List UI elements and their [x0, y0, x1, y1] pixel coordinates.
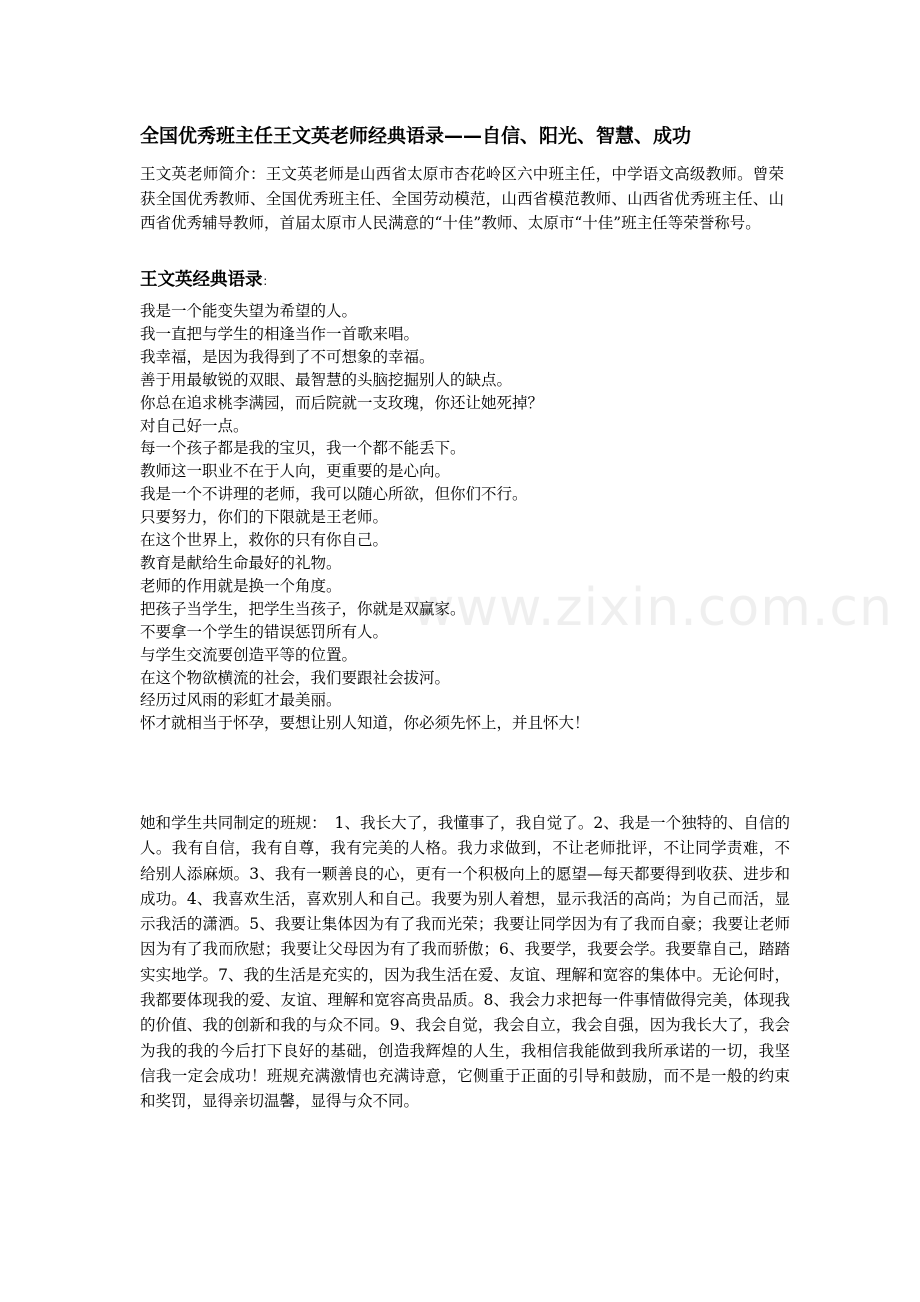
- quote-item: 教育是献给生命最好的礼物。: [140, 553, 342, 572]
- quote-item: 我幸福，是因为我得到了不可想象的幸福。: [140, 347, 435, 366]
- quote-item: 经历过风雨的彩虹才最美丽。: [140, 691, 342, 710]
- quote-item: 每一个孩子都是我的宝贝，我一个都不能丢下。: [140, 439, 466, 458]
- quote-item: 教师这一职业不在于人向，更重要的是心向。: [140, 462, 451, 481]
- quote-item: 善于用最敏锐的双眼、最智慧的头脑挖掘别人的缺点。: [140, 370, 513, 389]
- quote-item: 我是一个不讲理的老师，我可以随心所欲，但你们不行。: [140, 485, 528, 504]
- quotes-heading-text: 王文英经典语录: [140, 270, 263, 290]
- quote-item: 对自己好一点。: [140, 416, 249, 435]
- quote-item: 与学生交流要创造平等的位置。: [140, 645, 358, 664]
- quote-item: 怀才就相当于怀孕，要想让别人知道，你必须先怀上，并且怀大！: [140, 714, 590, 733]
- quote-item: 你总在追求桃李满园，而后院就一支玫瑰，你还让她死掉？: [140, 393, 544, 412]
- quote-item: 老师的作用就是换一个角度。: [140, 576, 342, 595]
- quote-item: 在这个物欲横流的社会，我们要跟社会拔河。: [140, 668, 451, 687]
- document-title: 全国优秀班主任王文英老师经典语录——自信、阳光、智慧、成功: [140, 125, 692, 147]
- intro-paragraph: 王文英老师简介：王文英老师是山西省太原市杏花岭区六中班主任，中学语文高级教师。曾荣获全国优秀教师、全国优秀班主任、全国劳动模范，山西省模范教师、山西省优秀班主任、山西省优秀辅导教师，首届太原市人民满意的“十佳”教师、太原市“十佳”班主任等荣誉称号。: [140, 165, 784, 233]
- quotes-heading-colon: ：: [262, 274, 275, 288]
- quotes-heading: [140, 266, 275, 295]
- quote-item: 只要努力，你们的下限就是王老师。: [140, 508, 389, 527]
- watermark: www.zixin.com.cn: [412, 578, 893, 638]
- quote-item: 把孩子当学生，把学生当孩子，你就是双赢家。: [140, 599, 466, 618]
- quote-item: 在这个世界上，救你的只有你自己。: [140, 531, 389, 550]
- quote-item: 我一直把与学生的相逢当作一首歌来唱。: [140, 324, 420, 343]
- quote-item: 不要拿一个学生的错误惩罚所有人。: [140, 622, 389, 641]
- quote-item: 我是一个能变失望为希望的人。: [140, 302, 358, 320]
- class-rules-paragraph: 她和学生共同制定的班规： 1、我长大了，我懂事了，我自觉了。2、我是一个独特的、自信的人。我有自信，我有自尊，我有完美的人格。我力求做到，不让老师批评，不让同学责难，不给别人添麻烦。3、我有一颗善良的心，更有一个积极向上的愿望—每天都要得到收获、进步和成功。4、我喜欢生活，喜欢别人和自己。我要为别人着想，显示我活的高尚；为自己而活，显示我活的潇洒。5、我要让集体因为有了我而光荣；我要让同学因为有了我而自豪；我要让老师因为有了我而欣慰；我要让父母因为有了我而骄傲；6、我要学，我要会学。我要靠自己，踏踏实实地学。7、我的生活是充实的，因为我生活在爱、友谊、理解和宽容的集体中。无论何时，我都要体现我的爱、友谊、理解和宽容高贵品质。8、我会力求把每一件事情做得完美，体现我的价值、我的创新和我的与众不同。9、我会自觉，我会自立，我会自强，因为我长大了，我会为我的我的今后打下良好的基础，创造我辉煌的人生，我相信我能做到我所承诺的一切，我坚信我一定会成功！班规充满激情也充满诗意，它侧重于正面的引导和鼓励，而不是一般的约束和奖罚，显得亲切温馨，显得与众不同。: [140, 814, 790, 1111]
- quotes-list: [140, 300, 790, 735]
